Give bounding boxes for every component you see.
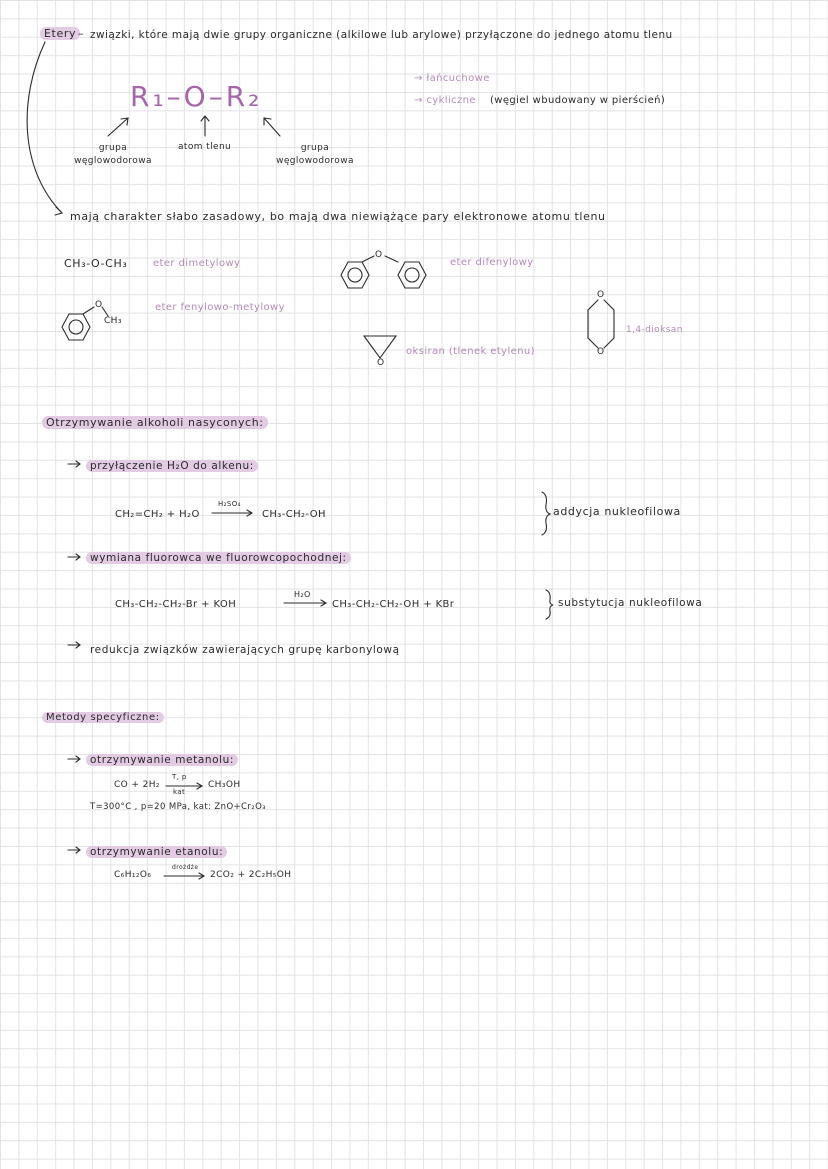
specific-heading: Metody specyficzne: <box>42 712 164 723</box>
reaction-arrow-1 <box>212 510 252 516</box>
method1-eq-right: CH₃-CH₂-OH <box>262 509 326 520</box>
chain-type-2: → cykliczne <box>414 95 476 106</box>
method2-catalyst: H₂O <box>294 590 311 599</box>
dimethyl-ether-name: eter dimetylowy <box>153 258 241 269</box>
label-hydrocarbon-right: grupa węglowodorowa <box>276 143 354 166</box>
ethers-definition: związki, które mają dwie grupy organiczne (alkilowe lub arylowe) przyłączone do jednego atomu tlenu <box>90 29 673 41</box>
method2-type: substytucja nukleofilowa <box>558 597 703 609</box>
label-hydrocarbon-left: grupa węglowodorowa <box>74 143 152 166</box>
alcohols-heading: Otrzymywanie alkoholi nasyconych: <box>42 416 268 429</box>
methylphenyl-ether-name: eter fenylowo-metylowy <box>155 302 285 313</box>
chain-type-2-note: (węgiel wbudowany w pierścień) <box>490 95 666 106</box>
method2-eq-left: CH₃-CH₂-CH₂-Br + KOH <box>115 599 237 610</box>
ethers-heading: Etery <box>40 27 80 40</box>
methanol-conditions: T=300°C , p=20 MPa, kat: ZnO+Cr₂O₃ <box>90 802 266 812</box>
arrow-ethanol <box>68 847 80 853</box>
ethanol-above: drożdże <box>172 864 199 871</box>
general-formula: R₁–O–R₂ <box>130 80 263 113</box>
arrow-method1 <box>68 461 80 467</box>
anisole-structure <box>62 307 108 340</box>
dioxane-structure <box>588 300 614 348</box>
oxirane-oxygen: O <box>377 358 385 368</box>
ethers-dash: – <box>78 27 85 40</box>
pointer-arrow-left <box>108 118 128 136</box>
methylphenyl-ch3: CH₃ <box>104 316 122 326</box>
ethers-basicity: mają charakter słabo zasadowy, bo mają dwa niewiążące pary elektronowe atomu tlenu <box>70 210 606 223</box>
method2-eq-right: CH₃-CH₂-CH₂-OH + KBr <box>332 599 455 610</box>
oxirane-structure <box>364 336 396 358</box>
diphenyl-ether-name: eter difenylowy <box>450 257 534 268</box>
curved-arrow <box>27 42 62 213</box>
arrow-method2 <box>68 554 80 560</box>
pointer-arrow-right <box>264 118 280 136</box>
arrow-methanol <box>68 756 80 762</box>
anisole-oxygen: O <box>95 300 103 310</box>
reaction-arrow-2 <box>284 600 326 606</box>
method1-title: przyłączenie H₂O do alkenu: <box>86 460 258 472</box>
ethanol-title: otrzymywanie etanolu: <box>86 846 227 858</box>
method2-title: wymiana fluorowca we fluorowcopochodnej: <box>86 552 351 564</box>
dioxane-oxygen-top: O <box>597 290 605 300</box>
method1-catalyst: H₂SO₄ <box>218 500 241 508</box>
pointer-arrow-middle <box>201 116 209 136</box>
diphenyl-oxygen: O <box>375 250 383 260</box>
bracket-addition <box>542 492 550 535</box>
ethanol-eq-left: C₆H₁₂O₆ <box>114 870 152 880</box>
chain-type-1: → łańcuchowe <box>414 73 490 84</box>
reaction-arrow-4 <box>164 873 204 879</box>
methanol-eq-right: CH₃OH <box>208 780 241 790</box>
dimethyl-ether-formula: CH₃-O-CH₃ <box>64 257 128 270</box>
dioxane-name: 1,4-dioksan <box>626 325 683 335</box>
arrow-method3 <box>68 642 80 648</box>
diphenyl-ether-structure <box>341 256 426 288</box>
methanol-above: T, p <box>172 773 187 781</box>
method1-eq-left: CH₂=CH₂ + H₂O <box>115 509 200 520</box>
methanol-below: kat <box>173 788 186 796</box>
ethanol-eq-right: 2CO₂ + 2C₂H₅OH <box>210 870 292 880</box>
method1-type: addycja nukleofilowa <box>553 505 681 518</box>
label-oxygen-atom: atom tlenu <box>178 142 232 152</box>
bracket-substitution <box>546 590 553 619</box>
dioxane-oxygen-bottom: O <box>597 347 605 357</box>
curved-arrow-head <box>55 207 62 215</box>
methanol-eq-left: CO + 2H₂ <box>114 780 160 790</box>
oxirane-name: oksiran (tlenek etylenu) <box>406 346 535 357</box>
method3-title: redukcja związków zawierających grupę karbonylową <box>90 644 400 656</box>
methanol-title: otrzymywanie metanolu: <box>86 754 238 766</box>
